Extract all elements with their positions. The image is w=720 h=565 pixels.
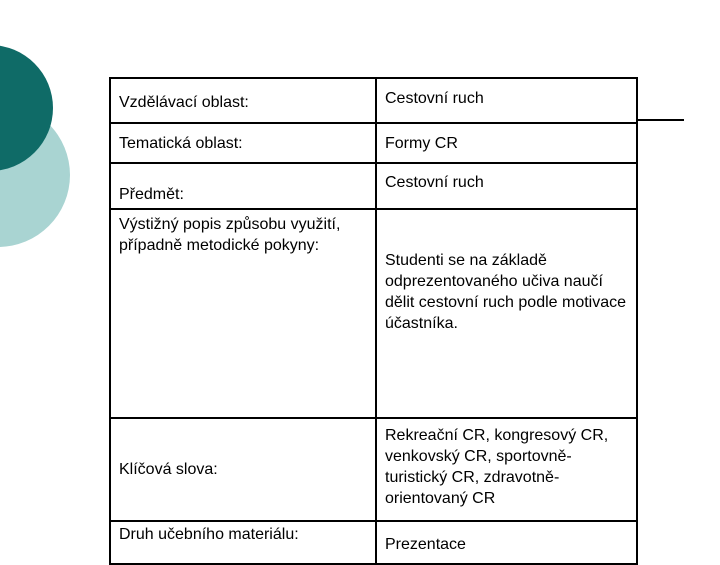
row-label: Vzdělávací oblast: bbox=[110, 78, 376, 123]
row-value: Cestovní ruch bbox=[376, 78, 637, 123]
table-row bbox=[110, 521, 637, 564]
metadata-table bbox=[109, 77, 638, 565]
table-row bbox=[110, 123, 637, 163]
table-row bbox=[110, 418, 637, 521]
row-value: Rekreační CR, kongresový CR, venkovský CR, sportovně-turistický CR, zdravotně-orientovaný CR bbox=[376, 418, 637, 521]
table-row bbox=[110, 163, 637, 209]
horizontal-rule bbox=[637, 119, 684, 121]
decorative-circles bbox=[0, 0, 80, 300]
table-row bbox=[110, 78, 637, 123]
row-label: Klíčová slova: bbox=[110, 418, 376, 521]
row-value: Studenti se na základě odprezentovaného učiva naučí dělit cestovní ruch podle motivace účastníka. bbox=[376, 209, 637, 418]
table-row bbox=[110, 209, 637, 418]
row-value: Prezentace bbox=[376, 521, 637, 564]
row-label: Předmět: bbox=[110, 163, 376, 209]
row-value: Cestovní ruch bbox=[376, 163, 637, 209]
row-value: Formy CR bbox=[376, 123, 637, 163]
row-label: Výstižný popis způsobu využití, případně metodické pokyny: bbox=[110, 209, 376, 418]
row-label: Tematická oblast: bbox=[110, 123, 376, 163]
row-label: Druh učebního materiálu: bbox=[110, 521, 376, 564]
